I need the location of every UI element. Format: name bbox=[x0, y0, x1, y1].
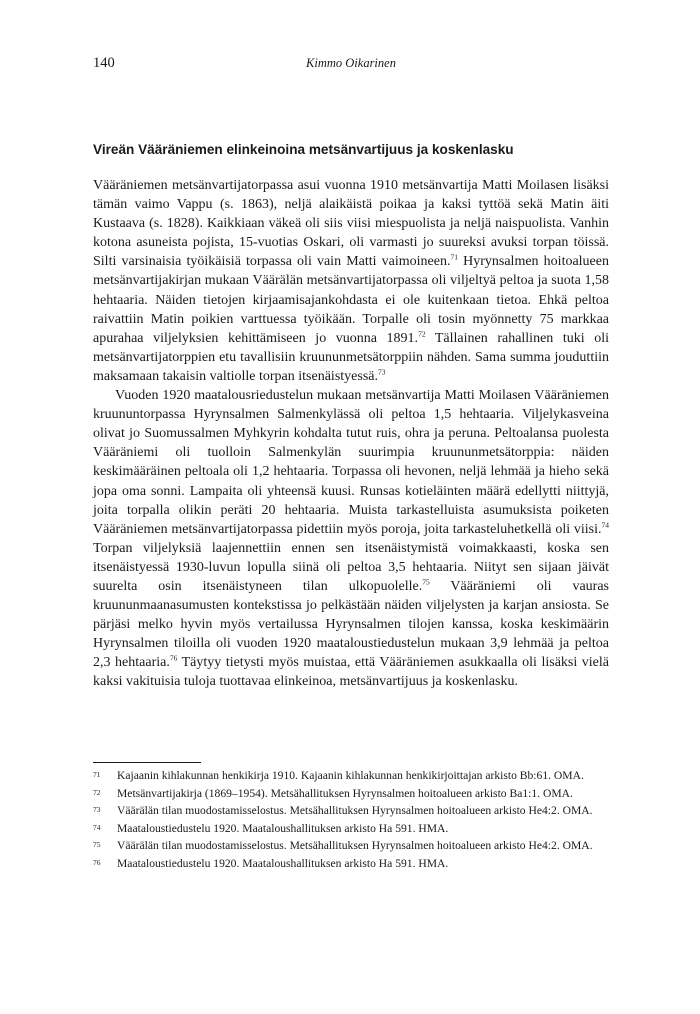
footnote-reference: 73 bbox=[377, 367, 386, 377]
footnote-number: 72 bbox=[93, 787, 101, 797]
footnote-reference: 76 bbox=[169, 653, 178, 663]
paragraph-text: Vääräniemen metsänvartijatorpassa asui vuonna 1910 metsänvartija Matti Moilasen lisäksi tämän vaimo Vappu (s. 1863), neljä alaikäistä poikaa ja kaksi tyttöä sekä Matin äiti Kustaava (s. 1828). Kaikkiaan väkeä oli siis viisi miespuolista ja neljä naispuolista. Vanhin kotona asuneista pojista, 15-vuotias Oskari, oli varmasti jo suureksi avuksi torpan töissä. Silti varsinaisia työikäisiä torpassa oli vain Matti vaimoineen. bbox=[93, 178, 609, 270]
footnote-divider bbox=[93, 762, 201, 763]
footnote-list bbox=[93, 768, 609, 873]
footnote-reference: 71 bbox=[450, 252, 458, 262]
footnote-text: Väärälän tilan muodostamisselostus. Metsähallituksen Hyrynsalmen hoitoalueen arkisto He4:2. OMA. bbox=[117, 804, 593, 817]
footnote bbox=[93, 803, 609, 818]
paragraph-text: Täytyy tietysti myös muistaa, että Vääräniemen asukkaalla oli lisäksi vielä kaksi vakituisia tuloja tuottavaa elinkeinoa, metsänvartijuus ja koskenlasku. bbox=[93, 655, 610, 690]
footnote-reference: 74 bbox=[601, 520, 609, 530]
footnote-text: Väärälän tilan muodostamisselostus. Metsähallituksen Hyrynsalmen hoitoalueen arkisto He4:2. OMA. bbox=[117, 839, 593, 852]
footnote-number: 76 bbox=[93, 857, 101, 867]
footnote-text: Kajaanin kihlakunnan henkikirja 1910. Kajaanin kihlakunnan henkikirjoittajan arkisto Bb:61. OMA. bbox=[117, 769, 584, 782]
paragraph-text: Tällainen rahallinen tuki oli metsänvartijatorppien etu tavallisiin kruununmetsätorppiin nähden. Sama summa jouduttiin maksamaan takaisin valtiolle torpan itsenäistyessä. bbox=[93, 330, 609, 384]
footnote bbox=[93, 838, 609, 853]
paragraph bbox=[93, 176, 609, 386]
footnote bbox=[93, 768, 609, 783]
body-text bbox=[93, 176, 609, 692]
paragraph-text: Vuoden 1920 maatalousriedustelun mukaan metsänvartija Matti Moilasen Vääräniemen kruununtorpassa Hyrynsalmen Salmenkylässä oli peltoa 1,5 hehtaaria. Viljelykasveina olivat jo Suomussalmen Myhkyrin kohdalta tutut ruis, ohra ja peruna. Peltoalansa puolesta Vääräniemi oli tuolloin Salmenkylän suurimpia kruununmetsätorppia: näiden keskimääräinen peltoala oli 1,2 hehtaaria. Torpassa oli hevonen, neljä lehmää ja hieho sekä jopa oma sonni. Lampaita oli yhteensä kuusi. Runsas kotieläinten määrä edellytti niittyjä, joita torpalla olikin peräti 20 hehtaaria. Muista tarkastelluista asumuksista poiketen Vääräniemen metsänvartijatorpassa pidettiin myös poroja, joita tarkasteluhetkellä oli viisi. bbox=[93, 388, 609, 537]
footnote bbox=[93, 821, 609, 836]
page-number: 140 bbox=[93, 55, 115, 71]
paragraph-text: Vääräniemi oli vauras kruununmaanasumusten kontekstissa jo pelkästään näiden viljelysten ja karjan ansiosta. Se pärjäsi melko hyvin myös vertailussa Hyrynsalmen tilojen kanssa, koska keskimäärin Hyrynsalmen tiloilla oli vuoden 1920 maataloustiedustelun mukaan 3,9 lehmää ja peltoa 2,3 hehtaaria. bbox=[93, 578, 609, 671]
paragraph-text: Torpan viljelyksiä laajennettiin ennen sen itsenäistymistä voimakkaasti, koska sen itsenäistyessä 1930-luvun lopulla siinä oli peltoa 3,5 hehtaaria. Niityt sen sijaan jäivät suurelta osin itsenäistyneen tilan ulkopuolelle. bbox=[93, 540, 609, 594]
section-heading: Vireän Vääräniemen elinkeinoina metsänvartijuus ja koskenlasku bbox=[93, 142, 514, 157]
footnote-text: Metsänvartijakirja (1869–1954). Metsähallituksen Hyrynsalmen hoitoalueen arkisto Ba1:1. OMA. bbox=[117, 786, 573, 800]
footnote-reference: 72 bbox=[418, 329, 426, 339]
footnote-number: 73 bbox=[93, 805, 101, 814]
footnote-number: 74 bbox=[93, 822, 101, 832]
footnote-text: Maataloustiedustelu 1920. Maataloushallituksen arkisto Ha 591. HMA. bbox=[117, 821, 449, 835]
book-page bbox=[93, 0, 609, 1014]
running-title: Kimmo Oikarinen bbox=[306, 56, 396, 70]
footnote-number: 75 bbox=[93, 840, 101, 849]
footnote-number: 71 bbox=[93, 770, 101, 779]
footnote-reference: 75 bbox=[422, 577, 430, 587]
running-header bbox=[93, 55, 609, 75]
paragraph-text: Hyrynsalmen hoitoalueen metsänvartijakirjan mukaan Väärälän metsänvartijatorpassa oli viljeltyä peltoa ja suota 1,58 hehtaaria. Näiden tietojen kirjaamisajankohdasta ei ole kuitenkaan tietoa. Ehkä peltoa raivattiin Matin poikien varttuessa työikään. Torpalle oli tosin myönnetty 75 markkaa apurahaa viljelyksien kehittämiseen jo vuonna 1891. bbox=[93, 254, 609, 346]
paragraph bbox=[93, 386, 609, 692]
footnote bbox=[93, 786, 609, 801]
footnote-text: Maataloustiedustelu 1920. Maataloushallituksen arkisto Ha 591. HMA. bbox=[117, 856, 449, 870]
footnote bbox=[93, 856, 609, 871]
